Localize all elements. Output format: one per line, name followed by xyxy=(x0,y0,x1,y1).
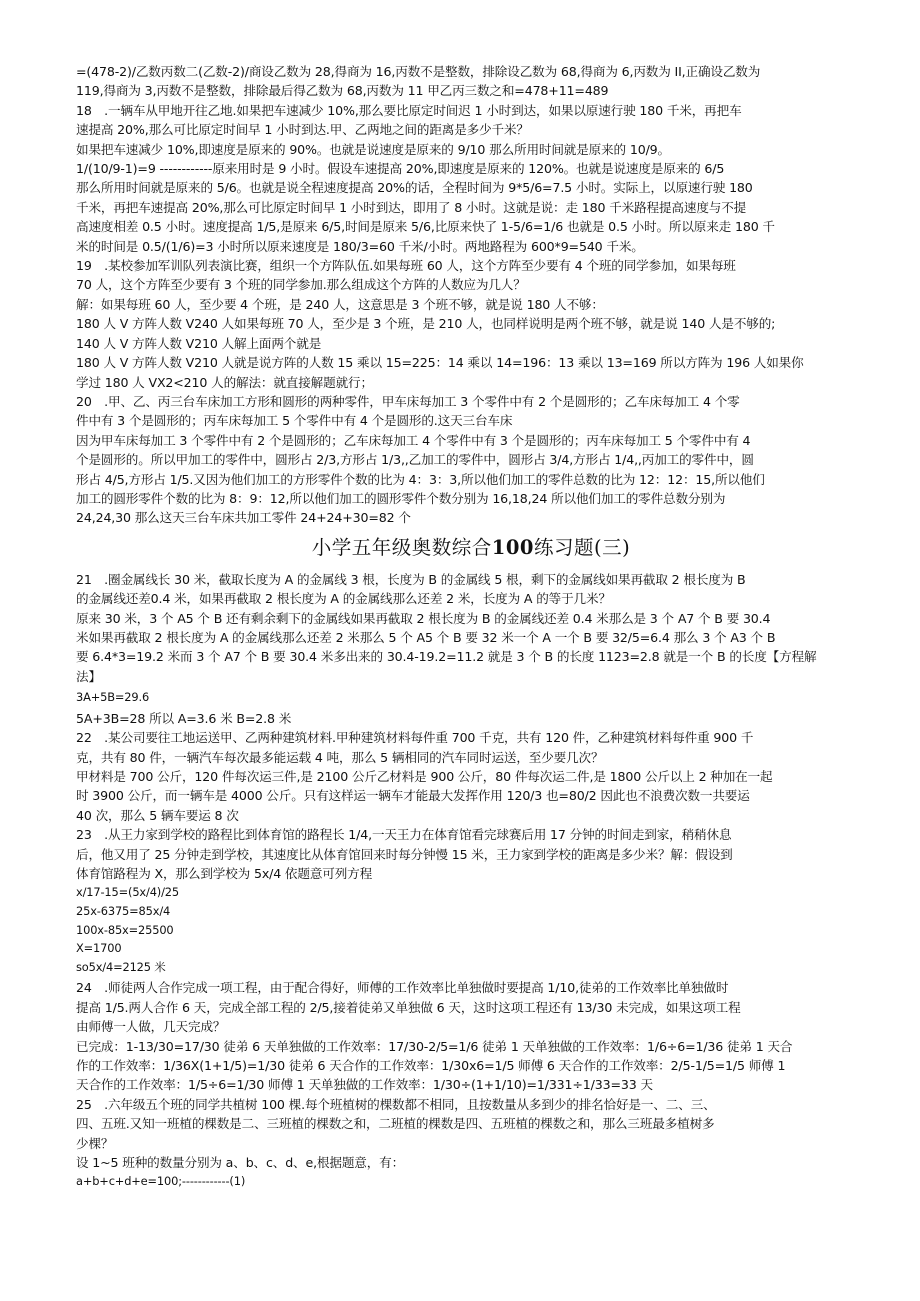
text-line: 21 .圈金属线长 30 米，截取长度为 A 的金属线 3 根，长度为 B 的金属线 5 根，剩下的金属线如果再截取 2 根长度为 B xyxy=(76,571,746,587)
text-line: 米的时间是 0.5/(1/6)=3 小时所以原来速度是 180/3=60 千米/小时。两地路程为 600*9=540 千米。 xyxy=(76,238,644,254)
text-line: 少棵？ xyxy=(76,1135,114,1151)
text-line: 5A+3B=28 所以 A=3.6 米 B=2.8 米 xyxy=(76,710,292,726)
text-line: 时 3900 公斤，而一辆车是 4000 公斤。只有这样运一辆车才能最大发挥作用 120/3 也=80/2 因此也不浪费次数一共要运 xyxy=(76,788,750,804)
text-line: 20 .甲、乙、丙三台车床加工方形和圆形的两种零件，甲车床每加工 3 个零件中有 2 个是圆形的；乙车床每加工 4 个零 xyxy=(76,393,740,409)
text-line: 要 6.4*3=19.2 米而 3 个 A7 个 B 要 30.4 米多出来的 30.4-19.2=11.2 就是 3 个 B 的长度 1123=2.8 就是一个 B 的长度【方程解 xyxy=(76,649,817,665)
text-line: 18 .一辆车从甲地开往乙地.如果把车速减少 10%,那么要比原定时间迟 1 小时到达，如果以原速行驶 180 千米，再把车 xyxy=(76,102,742,118)
text-line: 3A+5B=29.6 xyxy=(76,690,150,705)
text-line: 高速度相差 0.5 小时。速度提高 1/5,是原来 6/5,时间是原来 5/6,比原来快了 1-5/6=1/6 也就是 0.5 小时。所以原来走 180 千 xyxy=(76,219,775,235)
text-line: 米如果再截取 2 根长度为 A 的金属线那么还差 2 米那么 5 个 A5 个 B 要 32 米一个 A 一个 B 要 32/5=6.4 那么 3 个 A3 个 B xyxy=(76,629,776,645)
text-line: 提高 1/5.两人合作 6 天，完成全部工程的 2/5,接着徒弟又单独做 6 天，这时这项工程还有 13/30 未完成，如果这项工程 xyxy=(76,999,741,1015)
text-line: 克，共有 80 件，一辆汽车每次最多能运载 4 吨，那么 5 辆相同的汽车同时运送，至少要几次？ xyxy=(76,749,604,765)
document-page xyxy=(76,62,866,1191)
text-line: 100x-85x=25500 xyxy=(76,922,174,937)
text-line: 40 次，那么 5 辆车要运 8 次 xyxy=(76,807,239,823)
text-line: 180 人 V 方阵人数 V240 人如果每班 70 人，至少是 3 个班，是 210 人，也同样说明是两个班不够，就是说 140 人是不够的; xyxy=(76,316,776,332)
text-block-problems-24-25 xyxy=(76,978,866,1172)
text-line: 千米，再把车速提高 20%,那么可比原定时间早 1 小时到达，即用了 8 小时。这就是说：走 180 千米路程提高速度与不提 xyxy=(76,199,747,215)
text-line: 23 .从王力家到学校的路程比到体育馆的路程长 1/4,一天王力在体育馆看完球赛后用 17 分钟的时间走到家，稍稍休息 xyxy=(76,827,732,843)
text-line: 25 .六年级五个班的同学共植树 100 棵.每个班植树的棵数都不相同，且按数量从多到少的排名恰好是一、二、三、 xyxy=(76,1096,716,1112)
text-line: 由师傅一人做，几天完成？ xyxy=(76,1019,226,1035)
text-line: 作的工作效率：1/36X(1+1/5)=1/30 徒弟 6 天合作的工作效率：1/30x6=1/5 师傅 6 天合作的工作效率：2/5-1/5=1/5 师傅 1 xyxy=(76,1058,786,1074)
text-line: x/17-15=(5x/4)/25 xyxy=(76,885,179,900)
text-line: 解：如果每班 60 人，至少要 4 个班，是 240 人，这意思是 3 个班不够，就是说 180 人不够： xyxy=(76,296,604,312)
equation-block-3 xyxy=(76,1172,866,1191)
text-line: 119,得商为 3,丙数不是整数，排除最后得乙数为 68,丙数为 11 甲乙丙三数之和=478+11=489 xyxy=(76,83,609,99)
text-line: 天合作的工作效率：1/5÷6=1/30 师傅 1 天单独做的工作效率：1/30÷(1+1/10)=1/331÷1/33=33 天 xyxy=(76,1077,653,1093)
text-line: 法】 xyxy=(76,668,101,684)
text-block-problems-22-23 xyxy=(76,709,866,884)
text-line: so5x/4=2125 米 xyxy=(76,959,166,974)
text-line: 22 .某公司要往工地运送甲、乙两种建筑材料.甲种建筑材料每件重 700 千克，共有 120 件，乙种建筑材料每件重 900 千 xyxy=(76,730,754,746)
text-line: 1/(10/9-1)=9 ------------原来用时是 9 小时。假设车速提高 20%,即速度是原来的 120%。也就是说速度是原来的 6/5 xyxy=(76,161,725,177)
title-suffix: 练习题(三) xyxy=(534,535,631,559)
text-line: 个是圆形的。所以甲加工的零件中，圆形占 2/3,方形占 1/3,,乙加工的零件中，圆形占 3/4,方形占 1/4,,丙加工的零件中，圆 xyxy=(76,452,754,468)
text-line: 的金属线还差0.4 米，如果再截取 2 根长度为 A 的金属线那么还差 2 米，长度为 A 的等于几米？ xyxy=(76,591,611,607)
text-line: 原来 30 米，3 个 A5 个 B 还有剩余剩下的金属线如果再截取 2 根长度为 B 的金属线还差 0.4 米那么是 3 个 A7 个 B 要 30.4 xyxy=(76,610,771,626)
text-block-problems-17-20 xyxy=(76,62,866,528)
text-line: 因为甲车床每加工 3 个零件中有 2 个是圆形的；乙车床每加工 4 个零件中有 3 个是圆形的；丙车床每加工 5 个零件中有 4 xyxy=(76,432,751,448)
text-line: 件中有 3 个是圆形的；丙车床每加工 5 个零件中有 4 个是圆形的.这天三台车床 xyxy=(76,413,513,429)
text-line: X=1700 xyxy=(76,941,122,956)
text-line: a+b+c+d+e=100;------------(1) xyxy=(76,1174,246,1189)
text-line: 24,24,30 那么这天三台车床共加工零件 24+24+30=82 个 xyxy=(76,510,411,526)
text-line: 19 .某校参加军训队列表演比赛，组织一个方阵队伍.如果每班 60 人，这个方阵至少要有 4 个班的同学参加，如果每班 xyxy=(76,258,736,274)
text-line: 那么所用时间就是原来的 5/6。也就是说全程速度提高 20%的话，全程时间为 9*5/6=7.5 小时。实际上，以原速行驶 180 xyxy=(76,180,753,196)
text-line: 加工的圆形零件个数的比为 8：9：12,所以他们加工的圆形零件个数分别为 16,18,24 所以他们加工的零件总数分别为 xyxy=(76,490,726,506)
title-number: 100 xyxy=(491,535,534,559)
text-line: 四、五班.又知一班植的棵数是二、三班植的棵数之和，二班植的棵数是四、五班植的棵数之和，那么三班最多植树多 xyxy=(76,1116,715,1132)
text-line: 70 人，这个方阵至少要有 3 个班的同学参加.那么组成这个方阵的人数应为几人？ xyxy=(76,277,526,293)
text-line: 学过 180 人 VX2<210 人的解法：就直接解题就行； xyxy=(76,374,373,390)
text-block-problem-21 xyxy=(76,570,866,686)
equation-block-2 xyxy=(76,883,866,976)
text-line: =(478-2)/乙数丙数二(乙数-2)/商设乙数为 28,得商为 16,丙数不是整数，排除设乙数为 68,得商为 6,丙数为 II,正确设乙数为 xyxy=(76,64,761,79)
text-line: 甲材料是 700 公斤，120 件每次运三件,是 2100 公斤乙材料是 900 公斤，80 件每次运二件,是 1800 公斤以上 2 种加在一起 xyxy=(76,769,773,784)
text-line: 体育馆路程为 X，那么到学校为 5x/4 依题意可列方程 xyxy=(76,866,373,882)
text-line: 如果把车速减少 10%,即速度是原来的 90%。也就是说速度是原来的 9/10 那么所用时间就是原来的 10/9。 xyxy=(76,141,670,157)
section-title xyxy=(76,536,866,560)
text-line: 后，他又用了 25 分钟走到学校，其速度比从体育馆回来时每分钟慢 15 米，王力家到学校的距离是多少米？解：假设到 xyxy=(76,846,733,862)
title-prefix: 小学五年级奥数综合 xyxy=(311,535,492,559)
text-line: 24 .师徒两人合作完成一项工程，由于配合得好，师傅的工作效率比单独做时要提高 1/10,徒弟的工作效率比单独做时 xyxy=(76,980,729,996)
text-line: 已完成：1-13/30=17/30 徒弟 6 天单独做的工作效率：17/30-2/5=1/6 徒弟 1 天单独做的工作效率：1/6÷6=1/36 徒弟 1 天合 xyxy=(76,1038,793,1054)
text-line: 速提高 20%,那么可比原定时间早 1 小时到达.甲、乙两地之间的距离是多少千米？ xyxy=(76,122,529,138)
equation-block-1 xyxy=(76,688,866,707)
text-line: 形占 4/5,方形占 1/5.又因为他们加工的方形零件个数的比为 4：3：3,所以他们加工的零件总数的比为 12：12：15,所以他们 xyxy=(76,471,765,487)
text-line: 140 人 V 方阵人数 V210 人解上面两个就是 xyxy=(76,335,322,351)
text-line: 180 人 V 方阵人数 V210 人就是说方阵的人数 15 乘以 15=225：14 乘以 14=196：13 乘以 13=169 所以方阵为 196 人如果你 xyxy=(76,355,804,371)
text-line: 25x-6375=85x/4 xyxy=(76,904,171,919)
text-line: 设 1~5 班种的数量分别为 a、b、c、d、e,根据题意，有： xyxy=(76,1155,405,1171)
